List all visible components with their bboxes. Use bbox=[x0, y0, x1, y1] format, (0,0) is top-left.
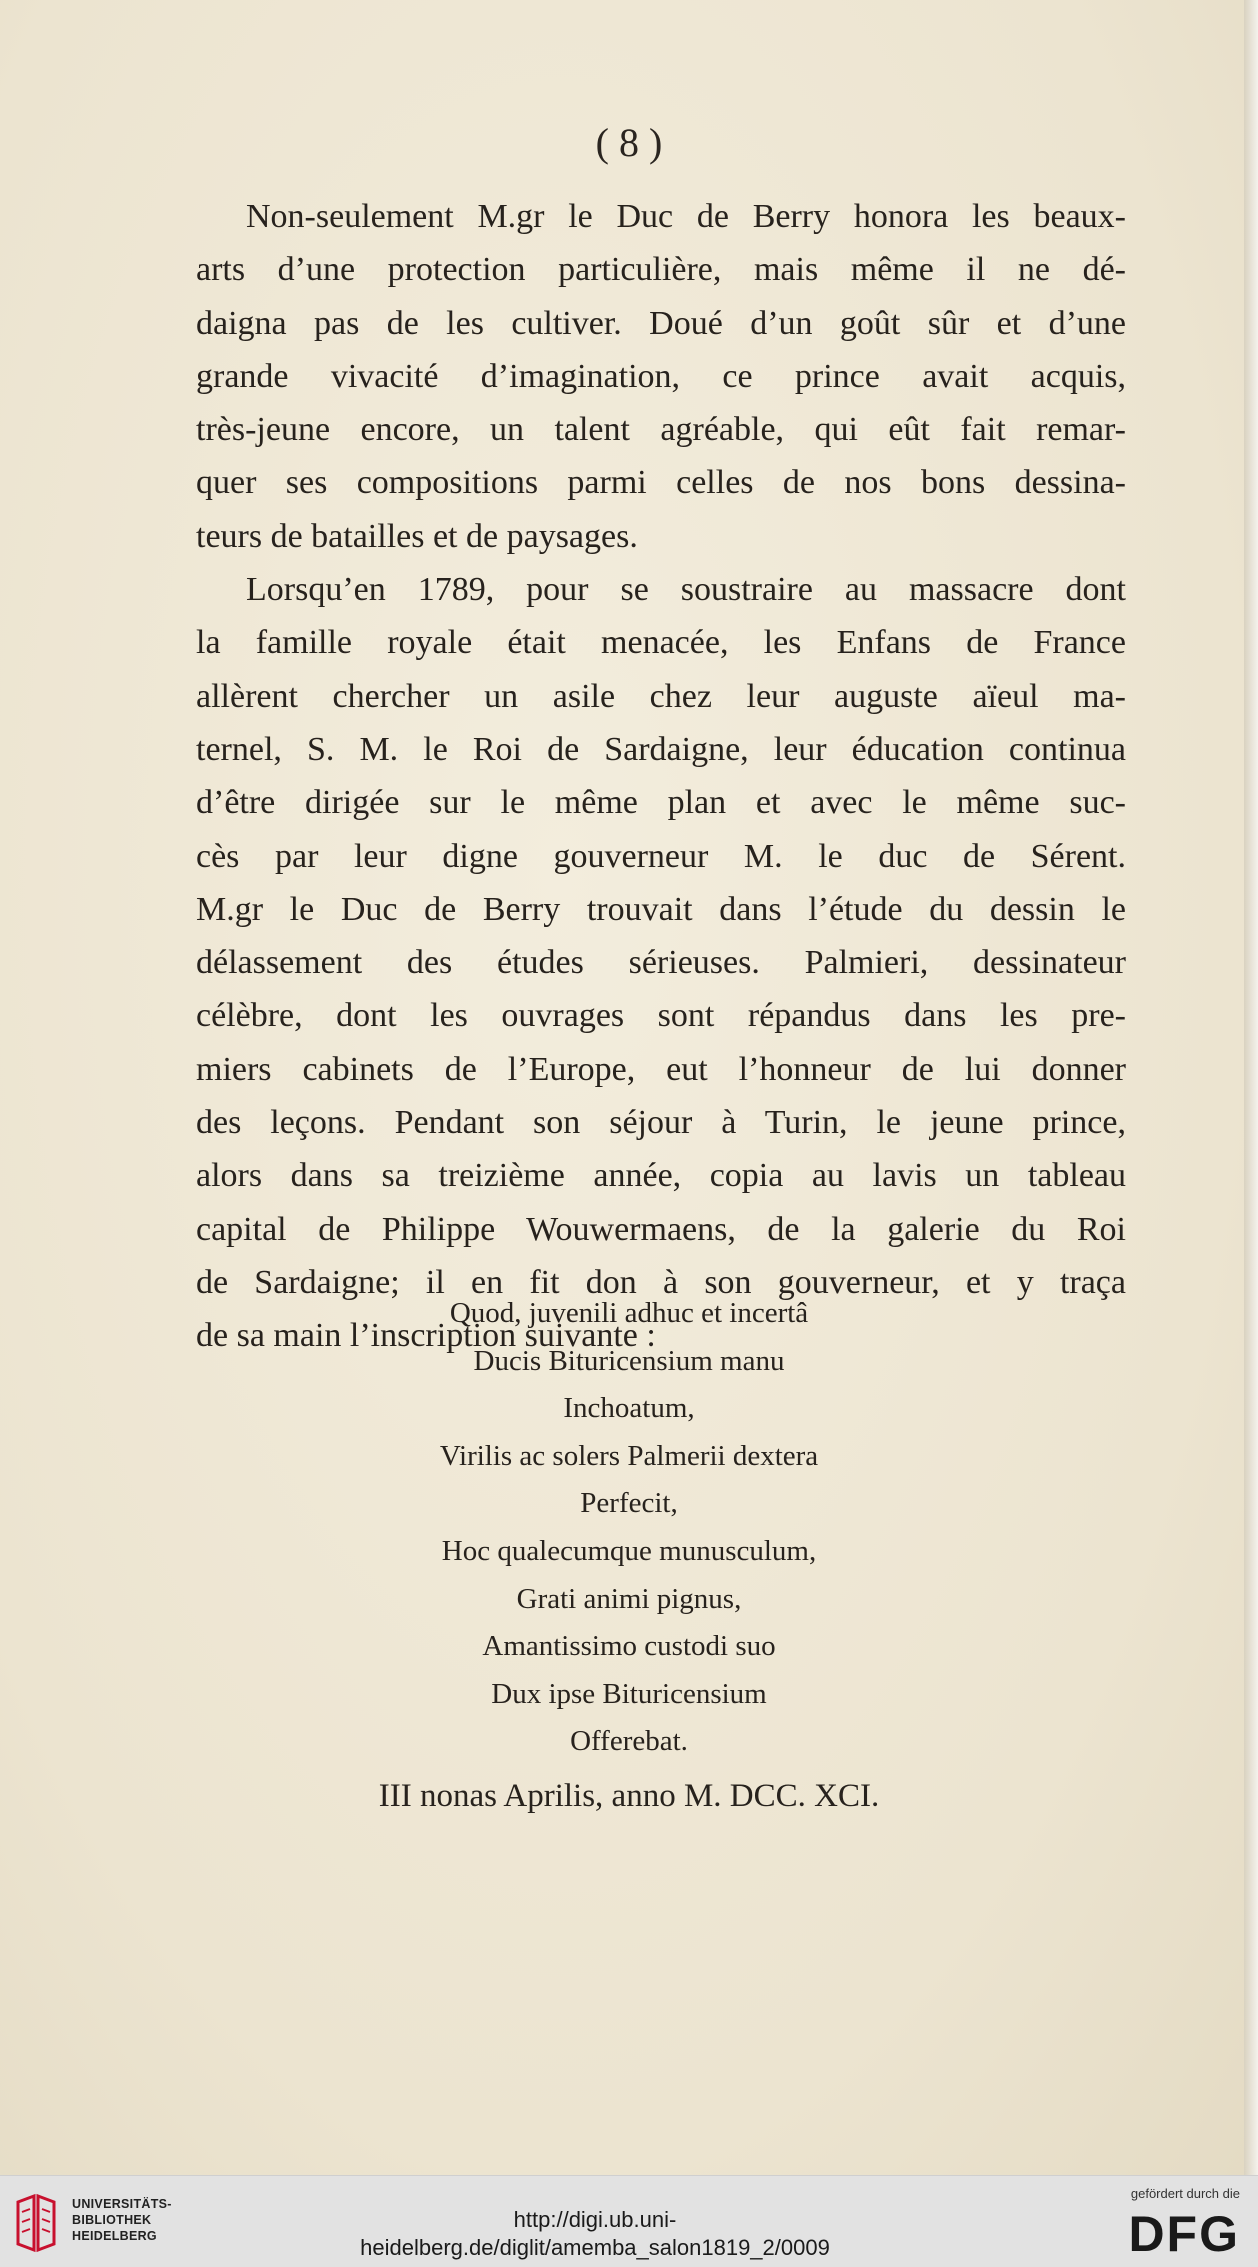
funded-by-label: gefördert durch die bbox=[1130, 2186, 1240, 2201]
text-line: arts d’une protection particulière, mais même il ne dé- bbox=[196, 251, 1126, 289]
library-name-line: BIBLIOTHEK bbox=[72, 2213, 152, 2227]
text-line: très-jeune encore, un talent agréable, qui eût fait remar- bbox=[196, 411, 1126, 449]
text-line: de sa main l’inscription suivante : bbox=[196, 1317, 656, 1355]
inscription-line: Perfecit, bbox=[580, 1487, 678, 1520]
text-line: quer ses compositions parmi celles de nos bons dessina- bbox=[196, 464, 1126, 502]
library-name-line: UNIVERSITÄTS- bbox=[72, 2197, 172, 2211]
text-line: la famille royale était menacée, les Enfans de France bbox=[196, 624, 1126, 662]
text-line: ternel, S. M. le Roi de Sardaigne, leur éducation continua bbox=[196, 730, 1126, 768]
text-line: grande vivacité d’imagination, ce prince avait acquis, bbox=[196, 357, 1126, 395]
inscription-line: Quod, juvenili adhuc et incertâ bbox=[449, 1297, 809, 1329]
text-line: daigna pas de les cultiver. Doué d’un goût sûr et d’une bbox=[196, 304, 1126, 342]
inscription-line: Grati animi pignus, bbox=[516, 1582, 742, 1615]
inscription-date: III nonas Aprilis, anno M. DCC. XCI. bbox=[378, 1777, 880, 1814]
text-line: d’être dirigée sur le même plan et avec le même suc- bbox=[196, 784, 1126, 822]
text-line: Non-seulement M.gr le Duc de Berry honora les beaux- bbox=[246, 198, 1126, 235]
inscription-line: Ducis Bituricensium manu bbox=[473, 1344, 785, 1377]
library-name bbox=[72, 2196, 172, 2244]
permalink-url[interactable]: http://digi.ub.uni-heidelberg.de/diglit/amemba_salon1819_2/0009 bbox=[360, 2207, 830, 2260]
text-line: teurs de batailles et de paysages. bbox=[196, 517, 638, 555]
text-line: cès par leur digne gouverneur M. le duc de Sérent. bbox=[196, 837, 1126, 875]
text-line: capital de Philippe Wouwermaens, de la galerie du Roi bbox=[196, 1210, 1126, 1248]
text-line: célèbre, dont les ouvrages sont répandus dans les pre- bbox=[196, 997, 1126, 1035]
text-line: allèrent chercher un asile chez leur auguste aïeul ma- bbox=[196, 677, 1126, 715]
text-line: des leçons. Pendant son séjour à Turin, le jeune prince, bbox=[196, 1104, 1126, 1142]
inscription-line: Dux ipse Bituricensium bbox=[491, 1677, 767, 1710]
latin-inscription bbox=[0, 1290, 1258, 1822]
page-number: ( 8 ) bbox=[595, 120, 663, 165]
text-line: miers cabinets de l’Europe, eut l’honneur de lui donner bbox=[196, 1050, 1126, 1088]
page-edge bbox=[1244, 0, 1258, 2175]
text-line: Lorsqu’en 1789, pour se soustraire au massacre dont bbox=[246, 571, 1126, 609]
inscription-line: Hoc qualecumque munusculum, bbox=[441, 1534, 817, 1567]
dfg-logo: DFG bbox=[1128, 2206, 1240, 2262]
text-line: M.gr le Duc de Berry trouvait dans l’étude du dessin le bbox=[196, 890, 1126, 928]
text-line: alors dans sa treizième année, copia au lavis un tableau bbox=[196, 1157, 1126, 1195]
inscription-line: Offerebat. bbox=[570, 1725, 688, 1758]
text-line: délassement des études sérieuses. Palmieri, dessinateur bbox=[196, 944, 1126, 982]
ub-heidelberg-logo-icon bbox=[12, 2192, 60, 2254]
viewer-footer bbox=[0, 2175, 1258, 2267]
inscription-line: Virilis ac solers Palmerii dextera bbox=[439, 1439, 819, 1472]
body-text bbox=[196, 190, 1126, 1363]
inscription-line: Inchoatum, bbox=[563, 1392, 695, 1425]
inscription-line: Amantissimo custodi suo bbox=[482, 1630, 776, 1663]
text-line: de Sardaigne; il en fit don à son gouverneur, et y traça bbox=[196, 1263, 1126, 1301]
library-name-line: HEIDELBERG bbox=[72, 2229, 157, 2243]
